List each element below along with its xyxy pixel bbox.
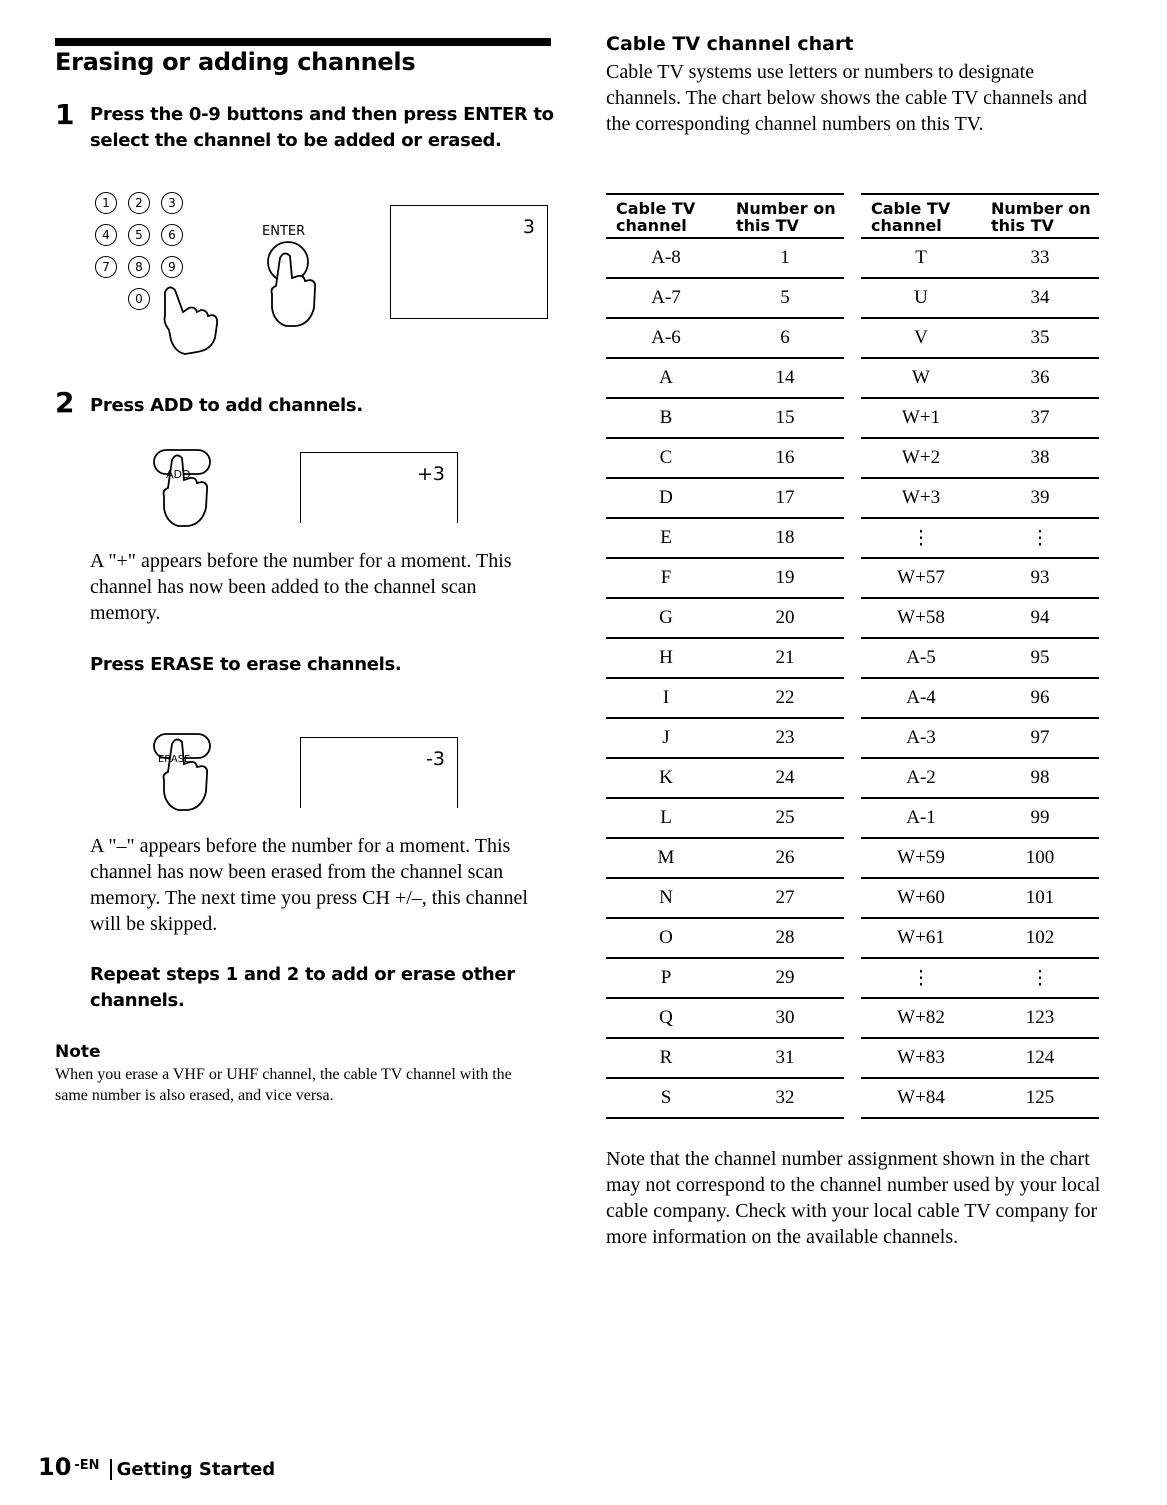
table-row	[861, 918, 1099, 958]
cable-channel-cell: I	[606, 678, 726, 718]
cable-channel-cell: A-7	[606, 278, 726, 318]
table-row	[861, 278, 1099, 318]
cable-channel-cell: W+59	[861, 838, 981, 878]
cable-channel-cell: T	[861, 238, 981, 278]
table-row	[861, 878, 1099, 918]
add-description: A "+" appears before the number for a moment. This channel has now been added to the channel scan memory.	[90, 550, 512, 624]
page-number: 10	[38, 1453, 72, 1481]
tv-screen-add	[300, 452, 458, 523]
tv-number-cell: 5	[726, 278, 844, 318]
table-row	[606, 478, 844, 518]
tv-number-cell: 14	[726, 358, 844, 398]
cable-channel-cell: W+3	[861, 478, 981, 518]
cable-channel-cell: W+84	[861, 1078, 981, 1118]
screen-erase-value: -3	[426, 748, 445, 770]
tv-screen-channel	[390, 205, 548, 319]
cable-channel-cell: W+1	[861, 398, 981, 438]
tv-number-cell: 123	[981, 998, 1099, 1038]
tv-number-cell: 36	[981, 358, 1099, 398]
header-number: Number on this TV	[726, 194, 844, 238]
tv-number-cell: 99	[981, 798, 1099, 838]
cable-channel-cell: O	[606, 918, 726, 958]
table-row	[861, 718, 1099, 758]
table-row	[861, 558, 1099, 598]
erase-description: A "–" appears before the number for a moment. This channel has now been erased from the channel scan memory. The next time you press CH +/–, this channel will be skipped.	[90, 835, 528, 935]
tv-number-cell: 6	[726, 318, 844, 358]
cable-channel-cell: W+57	[861, 558, 981, 598]
key-3: 3	[161, 192, 183, 214]
cable-channel-cell: V	[861, 318, 981, 358]
table-row	[606, 318, 844, 358]
tv-number-cell: 33	[981, 238, 1099, 278]
table-row	[606, 1038, 844, 1078]
tv-number-cell: 24	[726, 758, 844, 798]
cable-channel-cell: R	[606, 1038, 726, 1078]
tv-number-cell: 1	[726, 238, 844, 278]
table-row	[606, 598, 844, 638]
tv-number-cell: 124	[981, 1038, 1099, 1078]
enter-label: ENTER	[262, 224, 306, 239]
key-7: 7	[95, 256, 117, 278]
section-name: Getting Started	[110, 1459, 276, 1480]
step-1-text: Press the 0-9 buttons and then press ENTER to select the channel to be added or erased.	[90, 104, 554, 151]
cable-channel-cell: W+61	[861, 918, 981, 958]
cable-channel-cell: K	[606, 758, 726, 798]
repeat-instruction: Repeat steps 1 and 2 to add or erase other channels.	[90, 964, 515, 1011]
table-row	[861, 478, 1099, 518]
tv-number-cell: 25	[726, 798, 844, 838]
erase-button-hand-icon	[150, 730, 220, 816]
tv-number-cell: 15	[726, 398, 844, 438]
table-row	[606, 278, 844, 318]
cable-channel-cell: W+82	[861, 998, 981, 1038]
tv-screen-erase	[300, 737, 458, 808]
cable-channel-cell: W+2	[861, 438, 981, 478]
tv-number-cell: 22	[726, 678, 844, 718]
table-row	[606, 838, 844, 878]
step-1-number: 1	[55, 98, 75, 131]
table-row	[606, 918, 844, 958]
tv-number-cell: 95	[981, 638, 1099, 678]
cable-channel-cell: J	[606, 718, 726, 758]
tv-number-cell: 39	[981, 478, 1099, 518]
chart-intro: Cable TV systems use letters or numbers to designate channels. The chart below shows the cable TV channels and the corresponding channel numbers on this TV.	[606, 61, 1087, 135]
erase-button-illustration	[150, 730, 220, 816]
cable-channel-cell: D	[606, 478, 726, 518]
table-row	[606, 638, 844, 678]
key-1: 1	[95, 192, 117, 214]
cable-channel-cell: A	[606, 358, 726, 398]
header-number: Number on this TV	[981, 194, 1099, 238]
cable-channel-cell: A-4	[861, 678, 981, 718]
chart-title: Cable TV channel chart	[606, 33, 854, 55]
cable-channel-cell: A-8	[606, 238, 726, 278]
hand-pointer-icon	[155, 282, 225, 357]
add-button-hand-icon	[150, 446, 220, 532]
table-row	[861, 398, 1099, 438]
table-row	[861, 638, 1099, 678]
cable-channel-cell: P	[606, 958, 726, 998]
channel-table-left	[606, 193, 844, 1119]
table-row	[861, 238, 1099, 278]
table-row	[606, 678, 844, 718]
chart-footnote: Note that the channel number assignment shown in the chart may not correspond to the channel number used by your local cable company. Check with your local cable TV company for more information on the available channels.	[606, 1148, 1101, 1248]
cable-channel-cell: H	[606, 638, 726, 678]
section-rule	[55, 38, 551, 46]
tv-number-cell: 125	[981, 1078, 1099, 1118]
tv-number-cell: 27	[726, 878, 844, 918]
table-row	[606, 398, 844, 438]
note-text: When you erase a VHF or UHF channel, the cable TV channel with the same number is also erased, and vice versa.	[55, 1066, 512, 1104]
table-row	[861, 678, 1099, 718]
tv-number-cell: 20	[726, 598, 844, 638]
tv-number-cell: 93	[981, 558, 1099, 598]
tv-number-cell: 100	[981, 838, 1099, 878]
table-row	[861, 598, 1099, 638]
table-row	[861, 758, 1099, 798]
channel-table-right	[861, 193, 1099, 1119]
cable-channel-cell: A-5	[861, 638, 981, 678]
cable-channel-cell: ⋮	[861, 518, 981, 558]
table-row	[861, 798, 1099, 838]
cable-channel-cell: A-3	[861, 718, 981, 758]
tv-number-cell: 29	[726, 958, 844, 998]
cable-channel-cell: U	[861, 278, 981, 318]
cable-channel-cell: W	[861, 358, 981, 398]
tv-number-cell: 23	[726, 718, 844, 758]
cable-channel-cell: S	[606, 1078, 726, 1118]
tv-number-cell: 16	[726, 438, 844, 478]
key-2: 2	[128, 192, 150, 214]
tv-number-cell: 19	[726, 558, 844, 598]
cable-channel-cell: N	[606, 878, 726, 918]
table-row	[606, 518, 844, 558]
cable-channel-cell: B	[606, 398, 726, 438]
table-row	[861, 438, 1099, 478]
cable-channel-cell: F	[606, 558, 726, 598]
table-row	[606, 958, 844, 998]
table-row	[861, 318, 1099, 358]
cable-channel-cell: L	[606, 798, 726, 838]
tv-number-cell: 37	[981, 398, 1099, 438]
cable-channel-cell: A-1	[861, 798, 981, 838]
tv-number-cell: 28	[726, 918, 844, 958]
cable-channel-cell: W+58	[861, 598, 981, 638]
cable-channel-cell: A-6	[606, 318, 726, 358]
table-row	[606, 758, 844, 798]
tv-number-cell: 21	[726, 638, 844, 678]
cable-channel-cell: A-2	[861, 758, 981, 798]
tv-number-cell: 102	[981, 918, 1099, 958]
header-cable-tv: Cable TV channel	[861, 194, 981, 238]
tv-number-cell: 34	[981, 278, 1099, 318]
cable-channel-cell: ⋮	[861, 958, 981, 998]
erase-instruction: Press ERASE to erase channels.	[90, 654, 402, 675]
key-4: 4	[95, 224, 117, 246]
cable-channel-cell: Q	[606, 998, 726, 1038]
table-row	[861, 1038, 1099, 1078]
tv-number-cell: 35	[981, 318, 1099, 358]
table-row	[861, 518, 1099, 558]
table-row	[606, 998, 844, 1038]
table-row	[606, 798, 844, 838]
cable-channel-cell: W+83	[861, 1038, 981, 1078]
key-0: 0	[128, 288, 150, 310]
tv-number-cell: 97	[981, 718, 1099, 758]
tv-number-cell: 17	[726, 478, 844, 518]
table-row	[606, 878, 844, 918]
tv-number-cell: ⋮	[981, 958, 1099, 998]
tv-number-cell: 98	[981, 758, 1099, 798]
cable-channel-cell: M	[606, 838, 726, 878]
cable-channel-cell: W+60	[861, 878, 981, 918]
enter-button-hand-icon	[262, 238, 327, 333]
tv-number-cell: 94	[981, 598, 1099, 638]
key-6: 6	[161, 224, 183, 246]
table-row	[861, 358, 1099, 398]
table-row	[606, 718, 844, 758]
step-2-text: Press ADD to add channels.	[90, 395, 363, 416]
tv-number-cell: 32	[726, 1078, 844, 1118]
header-cable-tv: Cable TV channel	[606, 194, 726, 238]
add-button-illustration	[150, 446, 220, 532]
key-9: 9	[161, 256, 183, 278]
table-row	[606, 558, 844, 598]
table-row	[606, 438, 844, 478]
cable-channel-cell: G	[606, 598, 726, 638]
step-2-number: 2	[55, 386, 75, 419]
table-row	[861, 838, 1099, 878]
tv-number-cell: 18	[726, 518, 844, 558]
section-heading: Erasing or adding channels	[55, 48, 416, 76]
cable-channel-cell: C	[606, 438, 726, 478]
tv-number-cell: 30	[726, 998, 844, 1038]
key-5: 5	[128, 224, 150, 246]
add-button-label: ADD	[166, 468, 191, 481]
tv-number-cell: 101	[981, 878, 1099, 918]
tv-number-cell: 38	[981, 438, 1099, 478]
erase-button-label: ERASE	[158, 754, 191, 765]
screen-channel-number: 3	[522, 216, 535, 238]
key-8: 8	[128, 256, 150, 278]
tv-number-cell: 96	[981, 678, 1099, 718]
table-row	[861, 998, 1099, 1038]
table-row	[606, 238, 844, 278]
table-row	[861, 1078, 1099, 1118]
screen-add-value: +3	[416, 463, 445, 485]
note-title: Note	[55, 1042, 101, 1062]
tv-number-cell: 31	[726, 1038, 844, 1078]
tv-number-cell: ⋮	[981, 518, 1099, 558]
cable-channel-cell: E	[606, 518, 726, 558]
table-row	[861, 958, 1099, 998]
table-row	[606, 1078, 844, 1118]
page-suffix: -EN	[74, 1458, 100, 1473]
page-footer	[38, 1453, 275, 1481]
table-row	[606, 358, 844, 398]
tv-number-cell: 26	[726, 838, 844, 878]
